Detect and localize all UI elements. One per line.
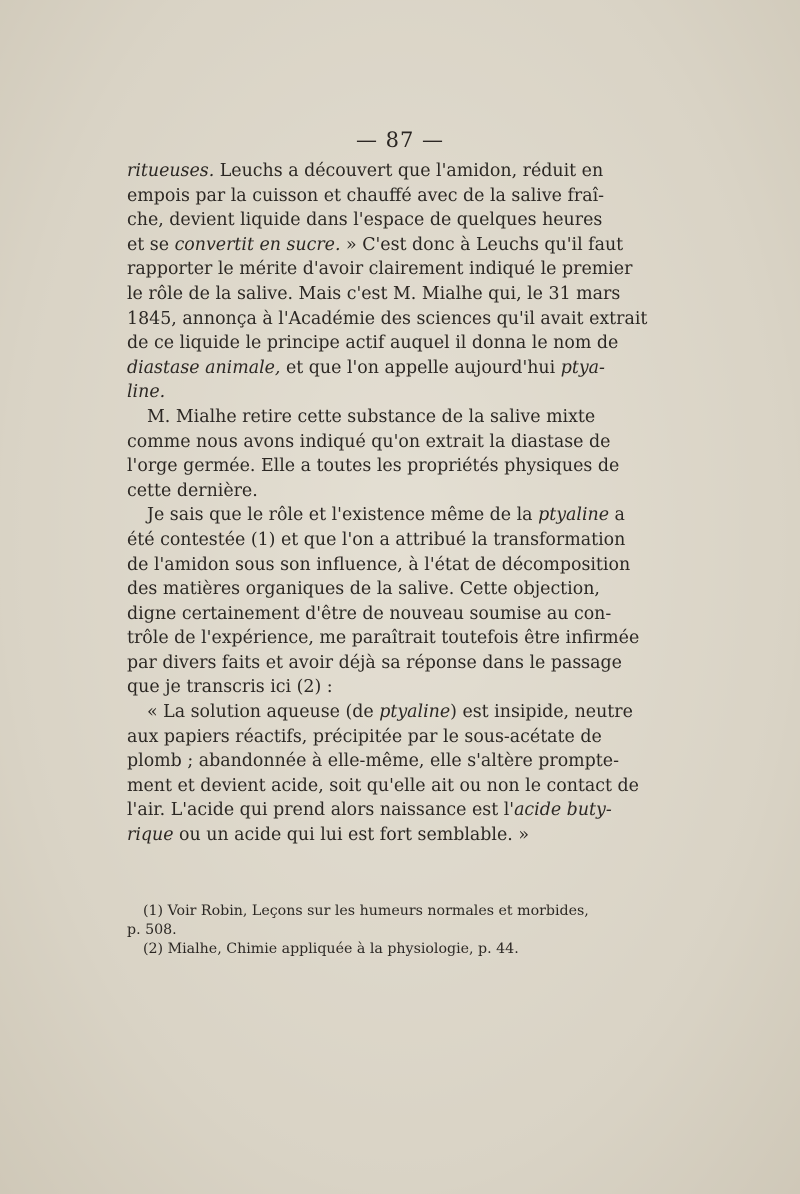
footnote-line [127, 921, 587, 940]
text-run: et que l'on appelle aujourd'hui [280, 357, 561, 378]
text-line [127, 184, 605, 209]
text-line [127, 430, 611, 455]
text-line [127, 331, 619, 356]
text-line [127, 405, 596, 430]
text-line [127, 626, 640, 651]
text-run: aux papiers réactifs, précipitée par le sous-acétate de [127, 726, 602, 747]
text-line [127, 774, 639, 799]
text-line [127, 380, 587, 405]
text-run: que je transcris ici (2) : [127, 677, 333, 698]
text-run: le rôle de la salive. Mais c'est M. Mialhe qui, le 31 mars [127, 283, 621, 304]
text-line [127, 528, 626, 553]
text-run: cette dernière. [127, 480, 258, 501]
text-run: et se [127, 234, 175, 255]
text-line [127, 700, 633, 725]
text-line [127, 257, 633, 282]
italic-text: line. [127, 382, 166, 403]
text-line [127, 675, 587, 700]
text-line [127, 602, 612, 627]
text-run: che, devient liquide dans l'espace de quelques heures [127, 210, 603, 231]
text-line [127, 749, 619, 774]
text-run: l'orge germée. Elle a toutes les propriétés physiques de [127, 456, 620, 477]
text-line [127, 823, 587, 848]
italic-text: diastase animale, [127, 357, 281, 378]
text-line [127, 208, 603, 233]
italic-text: ritueuses. [127, 161, 215, 181]
text-run: été contestée (1) et que l'on a attribué la transformation [127, 529, 626, 550]
text-run: de ce liquide le principe actif auquel il donna le nom de [127, 333, 619, 354]
text-run: par divers faits et avoir déjà sa réponse dans le passage [127, 652, 622, 673]
text-run: « La solution aqueuse (de [147, 702, 380, 723]
italic-text: convertit en sucre. [174, 234, 341, 255]
footnotes [127, 902, 587, 959]
text-run: plomb ; abandonnée à elle-même, elle s'altère prompte- [127, 751, 619, 772]
text-run: empois par la cuisson et chauffé avec de la salive fraî- [127, 185, 605, 206]
italic-text: ptyaline [538, 505, 610, 526]
text-run: comme nous avons indiqué qu'on extrait la diastase de [127, 431, 611, 452]
text-run: 1845, annonça à l'Académie des sciences qu'il avait extrait [127, 308, 648, 329]
text-line [127, 725, 602, 750]
text-run: rapporter le mérite d'avoir clairement indiqué le premier [127, 259, 633, 280]
italic-text: ptya- [560, 357, 605, 378]
text-run: des matières organiques de la salive. Cette objection, [127, 579, 600, 600]
italic-text: rique [127, 825, 174, 846]
text-line [127, 356, 605, 381]
text-line [127, 798, 612, 823]
text-run: Leuchs a découvert que l'amidon, réduit en [214, 161, 604, 181]
text-run: M. Mialhe retire cette substance de la salive mixte [147, 406, 596, 427]
text-run: a [609, 505, 625, 526]
text-run: » C'est donc à Leuchs qu'il faut [340, 234, 624, 255]
text-run: de l'amidon sous son influence, à l'état de décomposition [127, 554, 631, 575]
body-text [127, 159, 648, 848]
text-line [127, 159, 604, 184]
text-run: l'air. L'acide qui prend alors naissance est l' [127, 800, 515, 821]
text-run: p. 508. [127, 922, 177, 938]
text-run: ) est insipide, neutre [450, 702, 633, 723]
text-run: ment et devient acide, soit qu'elle ait ou non le contact de [127, 775, 639, 796]
footnote-line [127, 940, 587, 959]
text-line [127, 651, 622, 676]
text-run: digne certainement d'être de nouveau soumise au con- [127, 603, 612, 624]
text-line [127, 479, 587, 504]
page-number: — 87 — [355, 128, 445, 152]
text-run: Je sais que le rôle et l'existence même de la [147, 505, 539, 526]
text-line [127, 553, 631, 578]
footnote-line [127, 902, 587, 921]
text-run: (2) Mialhe, Chimie appliquée à la physiologie, p. 44. [143, 941, 519, 957]
text-line [127, 577, 600, 602]
text-run: (1) Voir Robin, Leçons sur les humeurs normales et morbides, [143, 903, 589, 919]
text-line [127, 233, 624, 258]
text-line [127, 307, 648, 332]
text-line [127, 503, 625, 528]
text-run: trôle de l'expérience, me paraîtrait toutefois être infirmée [127, 628, 640, 649]
italic-text: acide buty- [514, 800, 612, 821]
text-line [127, 454, 620, 479]
text-line [127, 282, 621, 307]
text-run: ou un acide qui lui est fort semblable. » [173, 825, 529, 846]
italic-text: ptyaline [379, 702, 451, 723]
